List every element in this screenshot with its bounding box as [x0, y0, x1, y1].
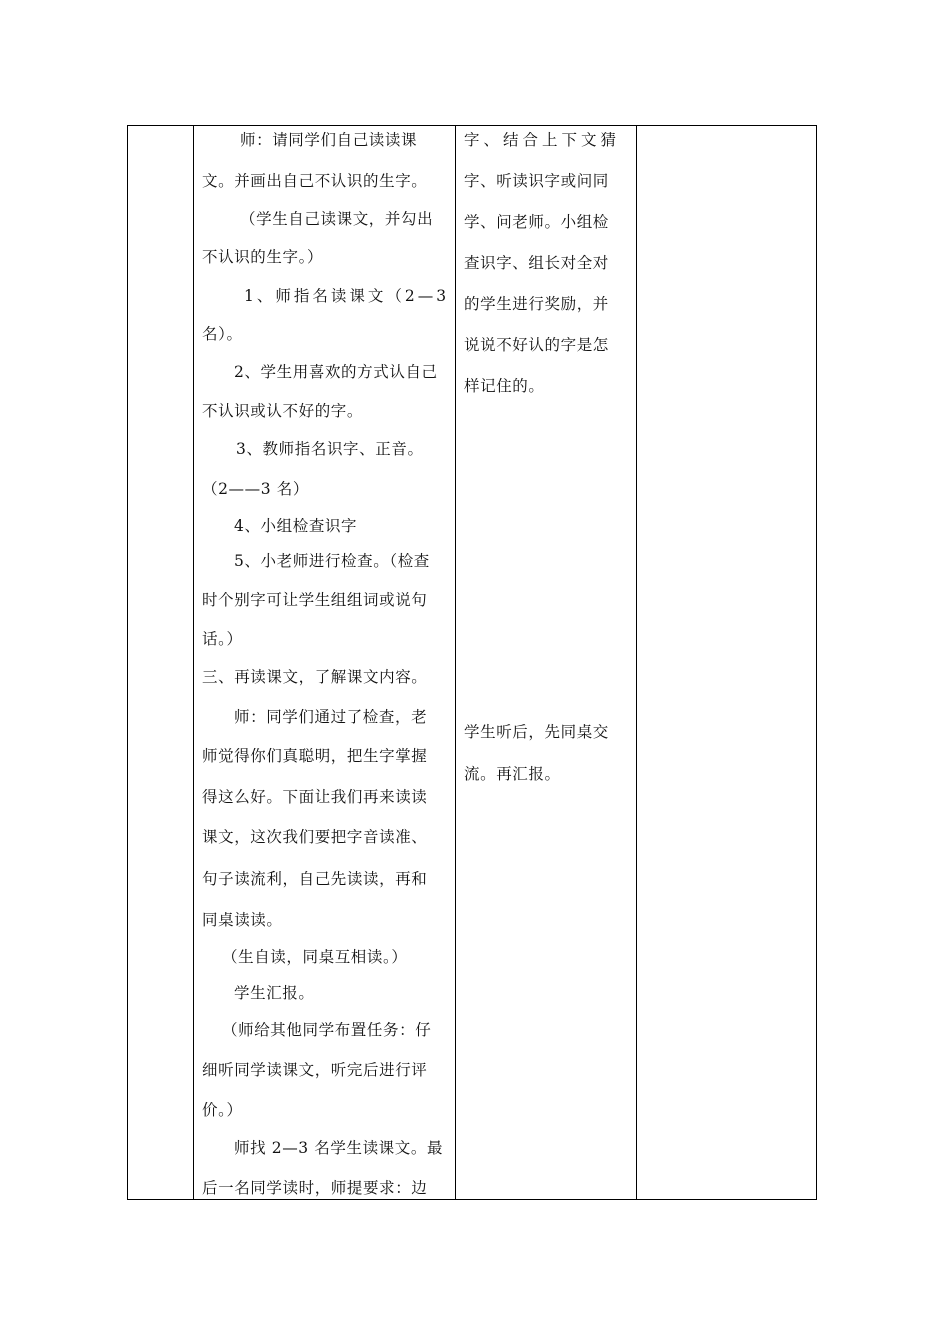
- text-line: 时个别字可让学生组组词或说句: [202, 591, 428, 609]
- empty-column-1: [128, 126, 194, 1200]
- text-line: （2——3 名）: [202, 480, 309, 498]
- text-line: 名）。: [202, 325, 243, 343]
- text-line: 师觉得你们真聪明，把生字掌握: [202, 747, 428, 765]
- table-row: [128, 126, 817, 1200]
- text-line: 课文，这次我们要把字音读准、: [202, 828, 428, 846]
- text-line: 文。并画出自己不认识的生字。: [202, 172, 428, 190]
- text-line: 话。）: [202, 630, 243, 648]
- text-line: 师找 2—3 名学生读课文。最: [234, 1139, 444, 1157]
- text-line: 细听同学读课文，听完后进行评: [202, 1061, 428, 1079]
- text-line: 3、教师指名识字、正音。: [236, 440, 424, 458]
- text-line: 样记住的。: [464, 377, 545, 395]
- lesson-plan-table: [127, 125, 817, 1200]
- text-line: （生自读，同桌互相读。）: [222, 948, 408, 966]
- text-line: 价。）: [202, 1101, 243, 1119]
- text-line: 流。再汇报。: [464, 765, 561, 783]
- text-line: 得这么好。下面让我们再来读读: [202, 788, 428, 806]
- text-line: 5、小老师进行检查。（检查: [234, 552, 430, 570]
- text-line: 后一名同学读时，师提要求：边: [202, 1179, 428, 1197]
- text-line: （学生自己读课文，并勾出: [240, 210, 434, 228]
- text-line: 学、问老师。小组检: [464, 213, 609, 231]
- text-line: 学生汇报。: [234, 984, 315, 1002]
- text-line: 句子读流利，自己先读读，再和: [202, 870, 428, 888]
- text-line: 师：同学们通过了检查，老: [234, 708, 428, 726]
- text-line: 师：请同学们自己读读课: [240, 131, 418, 149]
- text-line: 不认识的生字。）: [202, 248, 324, 266]
- text-line: 字、结合上下文猜: [464, 131, 621, 149]
- text-line: （师给其他同学布置任务：仔: [222, 1021, 432, 1039]
- text-line: 查识字、组长对全对: [464, 254, 609, 272]
- student-activity-column: [456, 126, 637, 1200]
- text-line: 同桌读读。: [202, 911, 283, 929]
- text-line: 不认识或认不好的字。: [202, 402, 364, 420]
- text-line: 的学生进行奖励，并: [464, 295, 609, 313]
- text-line: 三、再读课文，了解课文内容。: [202, 668, 428, 686]
- text-line: 2、学生用喜欢的方式认自己: [234, 363, 438, 381]
- text-line: 字、听读识字或问同: [464, 172, 609, 190]
- text-line: 学生听后，先同桌交: [464, 723, 609, 741]
- text-line: 说说不好认的字是怎: [464, 336, 609, 354]
- text-line: 1、师指名读课文（2—3: [244, 287, 450, 305]
- teacher-activity-column: [194, 126, 456, 1200]
- text-line: 4、小组检查识字: [234, 517, 358, 535]
- empty-column-4: [637, 126, 817, 1200]
